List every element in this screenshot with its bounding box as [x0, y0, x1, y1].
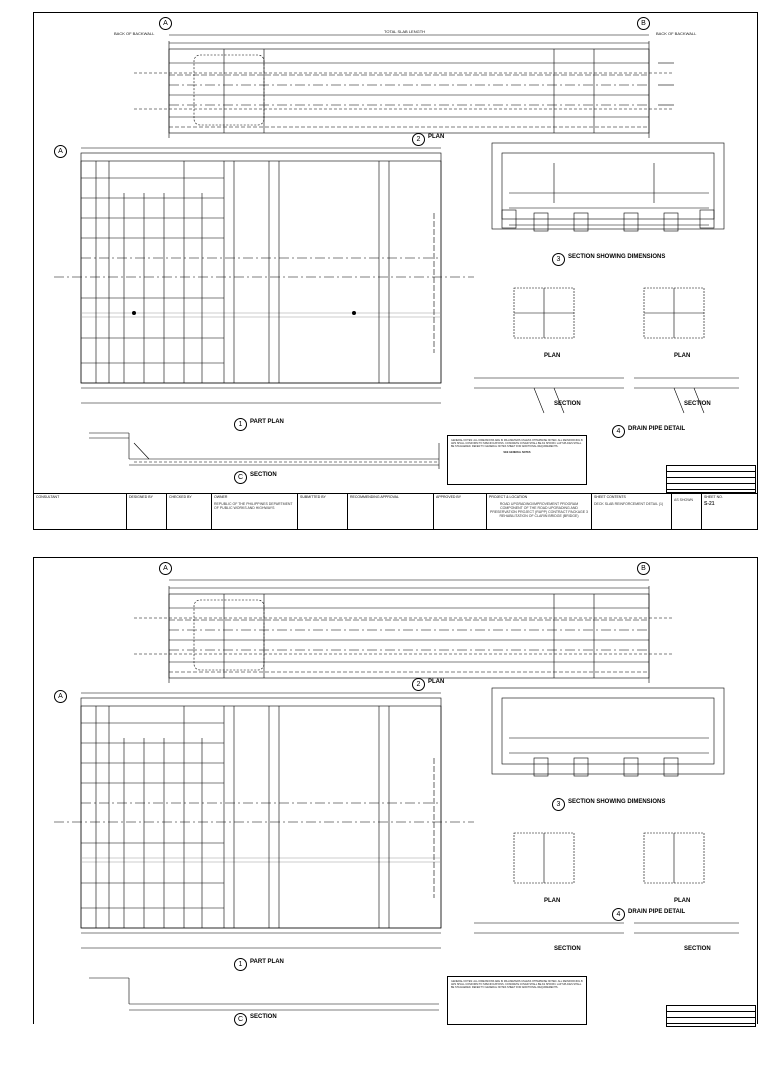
drawing-sheet-1	[33, 12, 758, 530]
detail-bubble-c-b: C	[234, 1013, 247, 1026]
revision-table	[666, 465, 756, 493]
scale-cell	[672, 494, 702, 530]
section-small-left: SECTION	[554, 401, 581, 407]
plan-title-2: PLAN	[428, 679, 445, 685]
detail-bubble-2: 2	[412, 133, 425, 146]
section-small-left-2: SECTION	[554, 946, 581, 952]
scale-value: AS SHOWN	[674, 498, 694, 502]
checked-cell	[167, 494, 212, 530]
section-c-title-2: SECTION	[250, 1014, 277, 1020]
grid-bubble-b: B	[637, 17, 650, 30]
general-notes-box	[447, 435, 587, 485]
grid-bubble-a-left: A	[54, 145, 67, 158]
detail-bubble-1-b: 1	[234, 958, 247, 971]
general-notes-ref: SEE GENERAL NOTES	[503, 451, 531, 454]
project-cell	[487, 494, 592, 530]
title-block	[34, 493, 757, 530]
designed-header: DESIGNED BY	[129, 495, 153, 499]
sheet-no-cell	[702, 494, 757, 530]
section-small-right-2: SECTION	[684, 946, 711, 952]
recommending-cell	[348, 494, 434, 530]
detail-bubble-2-b: 2	[412, 678, 425, 691]
detail-bubble-c: C	[234, 471, 247, 484]
total-slab-length-label: TOTAL SLAB LENGTH	[384, 29, 426, 34]
general-notes-text: GENERAL NOTES: ALL DIMENSIONS ARE IN MILLIMETERS UNLESS OTHERWISE NOTED. ALL REINFORCING BARS SHALL CONFORM TO SPECIFICATIONS. CONCRETE COVER SHALL BE AS SHOWN. LAP SPLICES SHALL BE STAGGERED. REFER TO GENERAL NOTES SHEET FOR ADDITIONAL REQUIREMENTS.	[451, 439, 583, 448]
part-plan-title-2: PART PLAN	[250, 959, 284, 965]
detail-bubble-3-b: 3	[552, 798, 565, 811]
section-small-right: SECTION	[684, 401, 711, 407]
designed-cell	[127, 494, 167, 530]
grid-bubble-a: A	[159, 17, 172, 30]
plan-small-left: PLAN	[544, 353, 561, 359]
owner-header: OWNER	[214, 495, 228, 499]
detail-bubble-4: 4	[612, 425, 625, 438]
checked-header: CHECKED BY	[169, 495, 192, 499]
detail-bubble-3: 3	[552, 253, 565, 266]
owner-cell	[212, 494, 298, 530]
recommending-header: RECOMMENDING APPROVAL	[350, 495, 399, 499]
back-of-backwall-label: BACK OF BACKWALL	[114, 31, 155, 36]
plan-drawing-2	[34, 558, 759, 1076]
section-dims-title-2: SECTION SHOWING DIMENSIONS	[568, 799, 666, 805]
sheet-contents-header: SHEET CONTENTS	[594, 495, 626, 499]
project-text: ROAD UPGRADING/IMPROVEMENT PROGRAM COMPONENT OF THE ROAD UPGRADING AND PRESERVATION PROJECT (RUPP) CONTRACT PACKAGE 3 REHABILITATION OF CLARIN BRIDGE (BRIDGE)	[489, 502, 589, 518]
general-notes-text-2: GENERAL NOTES: ALL DIMENSIONS ARE IN MILLIMETERS UNLESS OTHERWISE NOTED. ALL REINFORCING BARS SHALL CONFORM TO SPECIFICATIONS. CONCRETE COVER SHALL BE AS SHOWN. LAP SPLICES SHALL BE STAGGERED. REFER TO GENERAL NOTES SHEET FOR ADDITIONAL REQUIREMENTS.	[451, 980, 583, 989]
submitted-cell	[298, 494, 348, 530]
detail-bubble-4-b: 4	[612, 908, 625, 921]
back-of-backwall-label-right: BACK OF BACKWALL	[656, 31, 697, 36]
grid-bubble-a-left-2: A	[54, 690, 67, 703]
owner-name: REPUBLIC OF THE PHILIPPINES DEPARTMENT OF PUBLIC WORKS AND HIGHWAYS	[214, 502, 293, 510]
approved-header: APPROVED BY	[436, 495, 462, 499]
plan-drawing	[34, 13, 759, 531]
sheet-contents-value: DECK SLAB REINFORCEMENT DETAIL (1)	[594, 502, 664, 506]
submitted-header: SUBMITTED BY	[300, 495, 326, 499]
consultant-header: CONSULTANT	[36, 495, 60, 499]
plan-small-left-2: PLAN	[544, 898, 561, 904]
grid-bubble-b-2: B	[637, 562, 650, 575]
drain-detail-title: DRAIN PIPE DETAIL	[628, 426, 686, 432]
grid-bubble-a-2: A	[159, 562, 172, 575]
section-c-title: SECTION	[250, 472, 277, 478]
plan-small-right: PLAN	[674, 353, 691, 359]
plan-small-right-2: PLAN	[674, 898, 691, 904]
project-header: PROJECT & LOCATION	[489, 495, 528, 499]
general-notes-box-2	[447, 976, 587, 1025]
sheet-no-header: SHEET NO.	[704, 495, 723, 499]
part-plan-title: PART PLAN	[250, 419, 284, 425]
section-dims-title: SECTION SHOWING DIMENSIONS	[568, 254, 666, 260]
sheet-contents-cell	[592, 494, 672, 530]
consultant-cell	[34, 494, 127, 530]
plan-title: PLAN	[428, 134, 445, 140]
detail-bubble-1: 1	[234, 418, 247, 431]
drain-detail-title-2: DRAIN PIPE DETAIL	[628, 909, 686, 915]
sheet-no-value: S-21	[704, 501, 715, 507]
approved-cell	[434, 494, 487, 530]
drawing-sheet-2	[33, 557, 758, 1024]
